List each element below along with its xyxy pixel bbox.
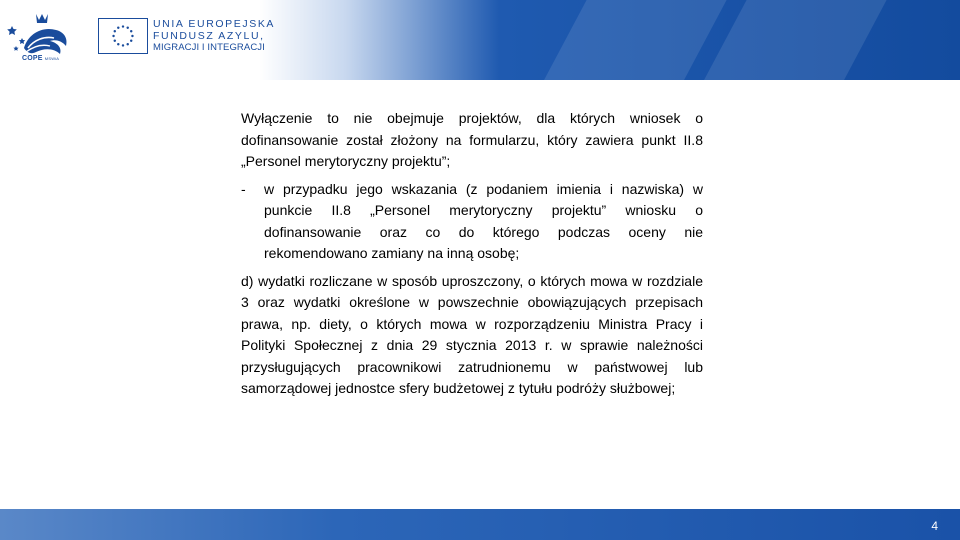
dash-list-item <box>241 179 703 265</box>
paragraph-item-d: d) wydatki rozliczane w sposób uproszczony, o których mowa w rozdziale 3 oraz wydatki określone w powszechnie obowiązujących przepisach prawa, np. diety, o których mowa w rozporządzeniu Ministra Pracy i Polityki Społecznej z dnia 29 stycznia 2013 r. w sprawie należności przysługujących pracownikowi zatrudnionemu w państwowej lub samorządowej jednostce sfery budżetowej z tytułu podróży służbowej; <box>241 272 703 396</box>
paragraph-exclusion: Wyłączenie to nie obejmuje projektów, dla których wniosek o dofinansowanie został złożony na formularzu, który zawiera punkt II.8 „Personel merytoryczny projektu”; <box>241 110 703 169</box>
eu-line-2: FUNDUSZ AZYLU, <box>153 29 265 42</box>
eu-line-1: UNIA EUROPEJSKA <box>153 18 276 30</box>
eu-fund-label <box>153 19 283 54</box>
slide-body-text <box>241 108 703 406</box>
dash-marker: - <box>241 180 246 197</box>
eu-flag-icon <box>98 18 148 54</box>
eu-line-3: MIGRACJI I INTEGRACJI <box>153 42 265 53</box>
footer-bar <box>0 509 960 540</box>
header-banner <box>0 0 960 80</box>
page-number: 4 <box>931 519 938 533</box>
cope-logo-text: COPE MSWiA <box>22 55 60 62</box>
dash-item-text: w przypadku jego wskazania (z podaniem imienia i nazwiska) w punkcie II.8 „Personel merytoryczny projektu” wniosku o dofinansowanie oraz co do którego podczas oceny nie rekomendowano zamiany na inną osobę; <box>264 180 703 261</box>
